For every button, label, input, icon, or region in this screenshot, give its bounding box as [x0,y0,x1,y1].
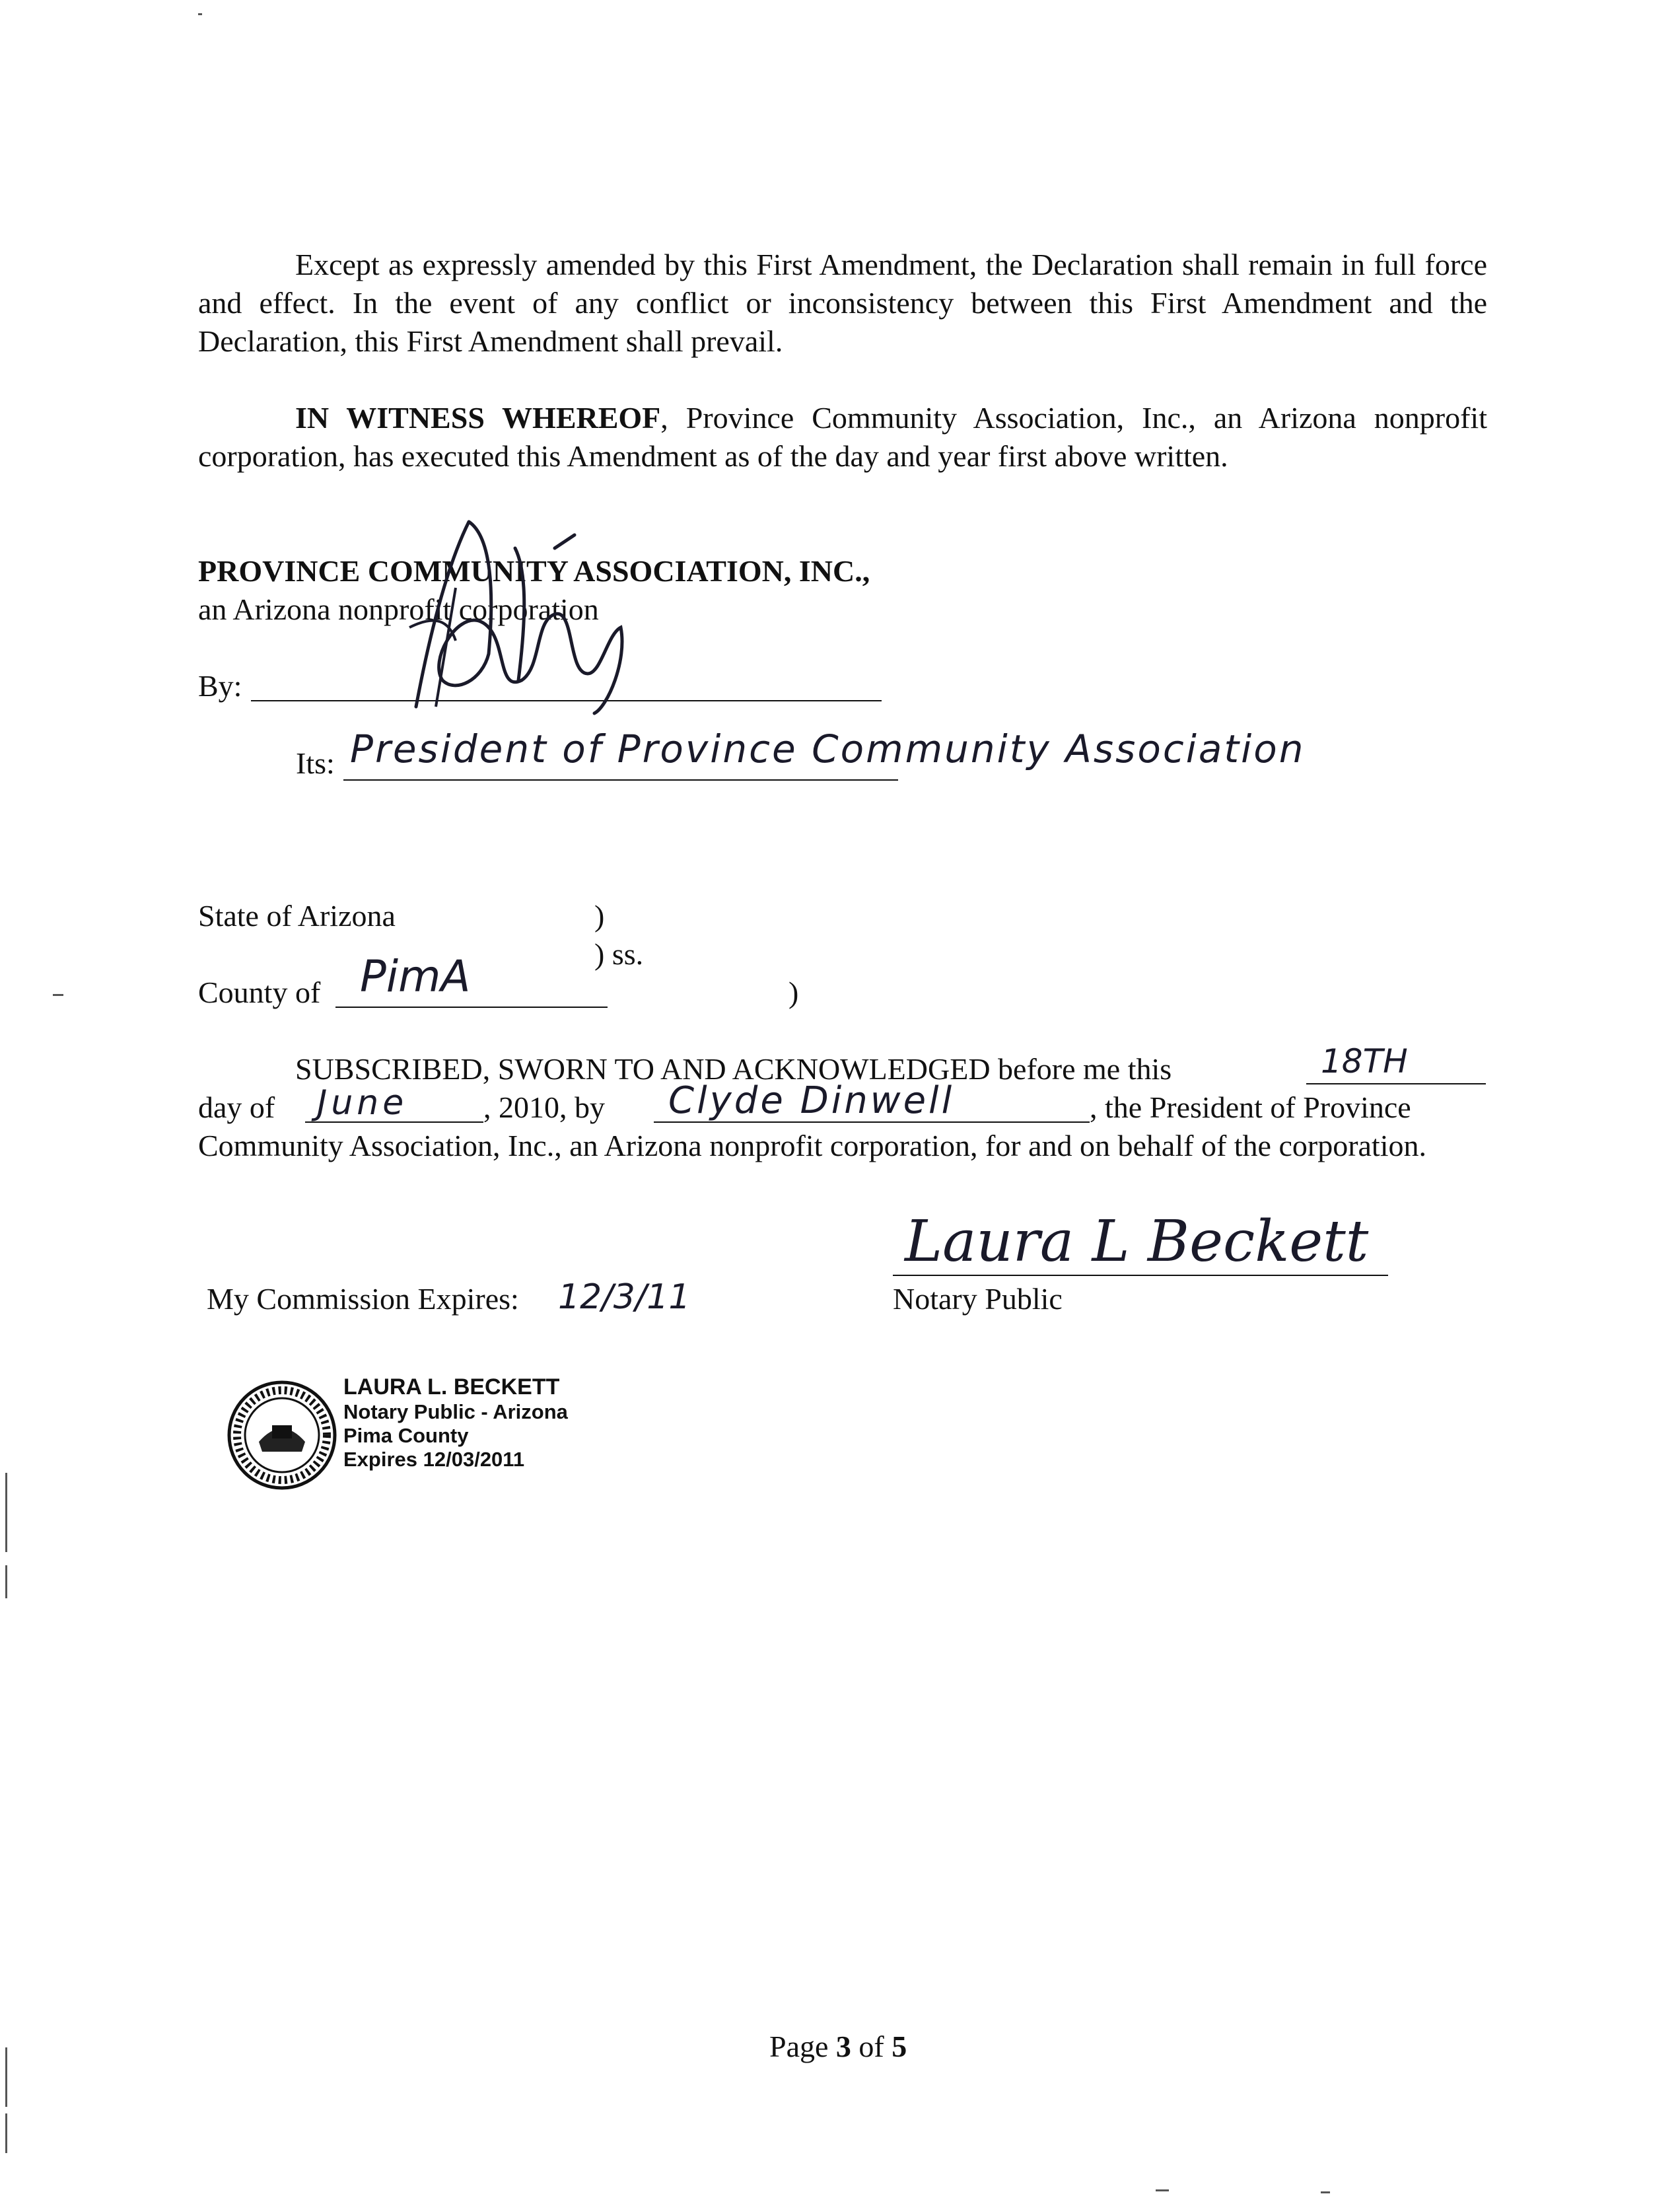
stamp-expires: Expires 12/03/2011 [343,1448,525,1471]
ack-part-1: SUBSCRIBED, SWORN TO AND ACKNOWLEDGED before me this [295,1052,1172,1086]
state-paren: ) [594,899,605,933]
scan-artifact [1156,2189,1169,2191]
county-value-handwritten: PimA [360,951,471,1002]
stamp-county: Pima County [343,1424,469,1447]
role-text: , the President of Province [1090,1090,1411,1124]
state-label: State of Arizona [198,899,396,933]
notary-public-label: Notary Public [893,1282,1063,1316]
scan-artifact [53,994,63,996]
ack-rest [198,1127,1487,1165]
entity-description: an Arizona nonprofit corporation [198,592,599,626]
ack-rest-text: Community Association, Inc., an Arizona nonprofit corporation, for and on behalf of the corporation. [198,1129,1426,1162]
page-prefix: Page [769,2030,829,2063]
county-label: County of [198,975,321,1009]
commission-value-handwritten: 12/3/11 [558,1277,691,1317]
scan-artifact [5,1565,7,1598]
stamp-title: Notary Public - Arizona [343,1400,568,1423]
day-of-label: day of [198,1090,275,1124]
scan-artifact [198,13,202,15]
scan-artifact [1321,2191,1330,2193]
notary-signature: Laura L Beckett [905,1209,1369,1275]
month-value-handwritten: June [317,1083,408,1123]
by-label: By: [198,669,242,703]
notary-seal-icon [226,1379,338,1491]
ss-label: ) ss. [594,937,644,971]
page-number [769,2028,907,2066]
page-of: of [858,2030,884,2063]
name-value-handwritten: Clyde Dinwell [668,1079,955,1122]
witness-lead: IN WITNESS WHEREOF [295,401,661,435]
amendment-paragraph-1 [198,246,1487,361]
county-line [335,1007,608,1008]
witness-rest: , Province Community Association, Inc., an Arizona nonprofit corporation, has executed this Amendment as of the day and year first above written. [198,401,1487,473]
scan-artifact [5,1473,7,1552]
amendment-paragraph-1-text: Except as expressly amended by this First Amendment, the Declaration shall remain in full force and effect. In the event of any conflict or inconsistency between this First Amendment and the Declaration, this First Amendment shall prevail. [198,248,1487,358]
notary-signature-line [893,1275,1388,1276]
year-text: , 2010, by [483,1090,605,1124]
county-paren: ) [788,975,799,1009]
president-signature-icon [357,509,647,720]
page-total: 5 [892,2030,907,2063]
witness-paragraph [198,399,1487,476]
its-label: Its: [296,746,335,780]
entity-name: PROVINCE COMMUNITY ASSOCIATION, INC., [198,554,870,588]
commission-label: My Commission Expires: [207,1282,519,1316]
its-line [343,779,898,781]
day-line [1306,1083,1486,1084]
stamp-name: LAURA L. BECKETT [343,1374,560,1400]
day-value-handwritten: 18TH [1321,1042,1408,1081]
scan-artifact [5,2047,7,2107]
its-value-handwritten: President of Province Community Association [350,727,1306,771]
scan-artifact [5,2113,7,2153]
page-num: 3 [835,2030,851,2063]
